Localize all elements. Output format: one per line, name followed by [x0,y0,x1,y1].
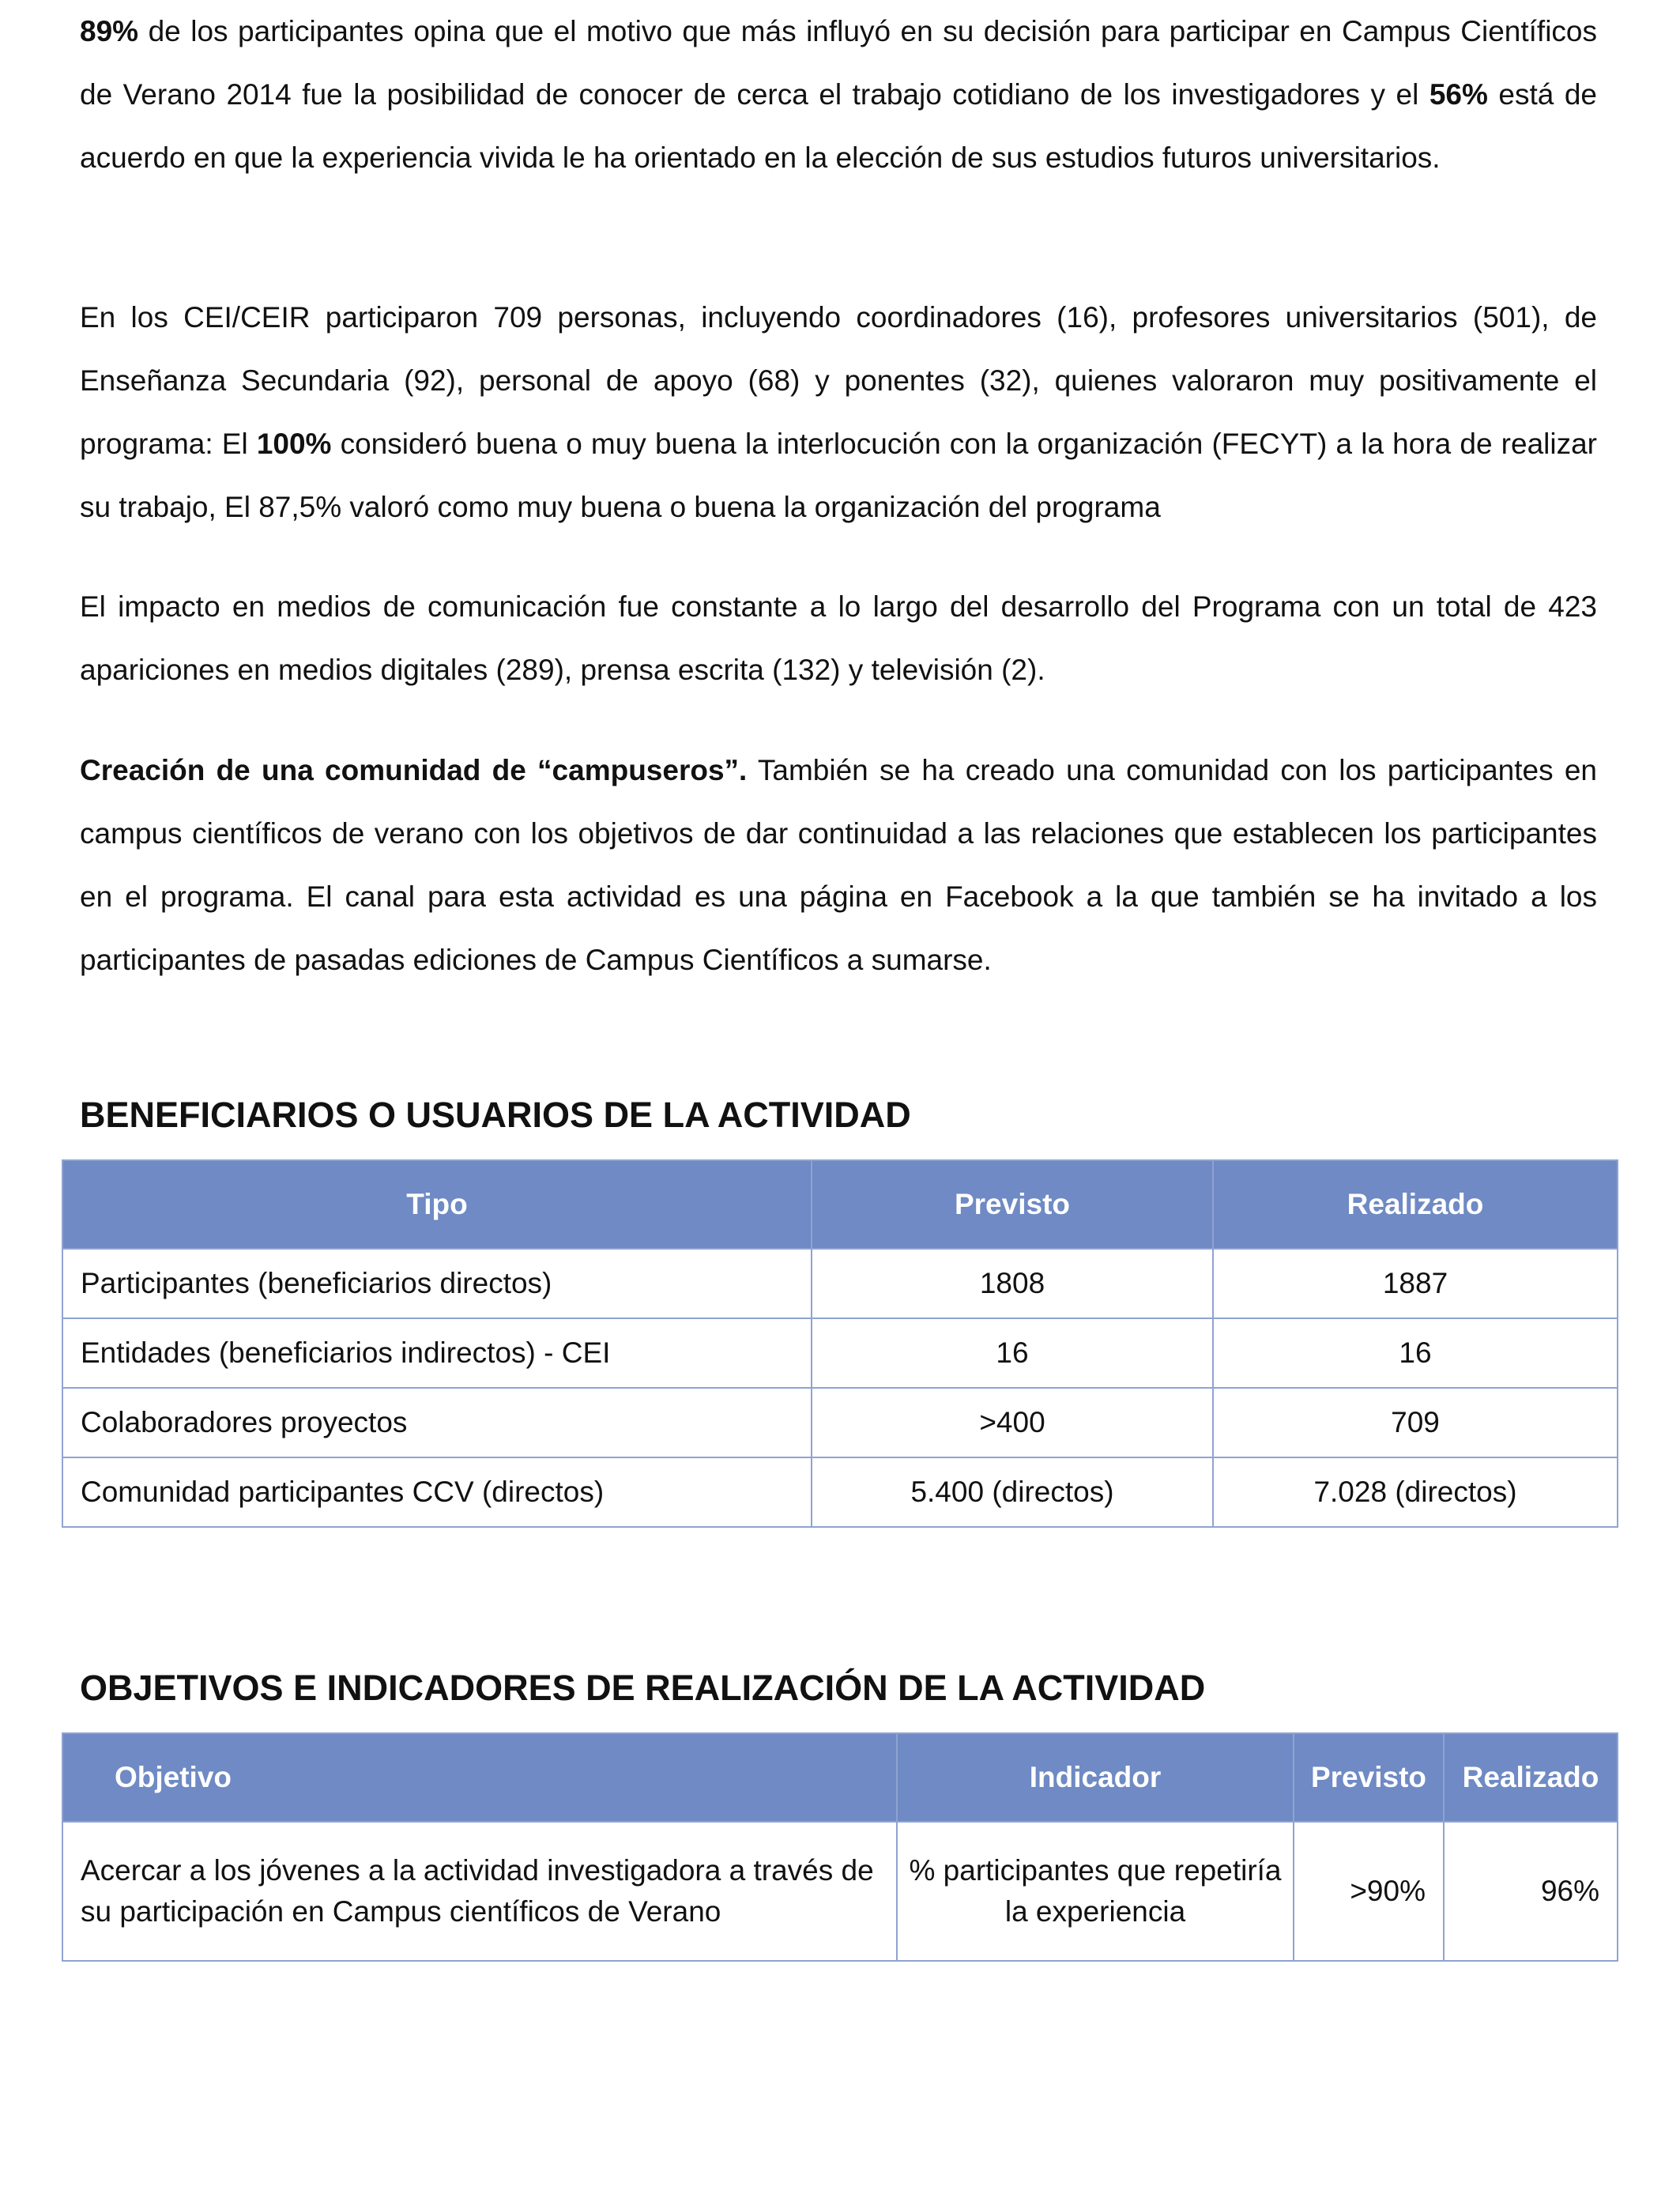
paragraph-survey-results [80,0,1597,190]
cell-previsto: >90% [1294,1822,1444,1961]
cell-realizado: 16 [1213,1318,1618,1388]
cell-tipo: Comunidad participantes CCV (directos) [62,1457,812,1527]
column-header-tipo: Tipo [62,1160,812,1249]
cell-indicador: % participantes que repetiría la experiencia [897,1822,1294,1961]
bold-lead-in: Creación de una comunidad de “campuseros”. [80,754,748,786]
table-row [62,1457,1618,1527]
cell-realizado: 96% [1444,1822,1618,1961]
paragraph-text: En los CEI/CEIR participaron 709 personas, incluyendo coordinadores (16), profesores universitarios (501), de Enseñanza Secundaria (92), personal de apoyo (68) y ponentes (32), quienes valoraron muy positivamente el programa: El [80,301,1597,460]
table-header-row [62,1160,1618,1249]
bold-percentage: 89% [80,15,139,47]
cell-previsto: 16 [812,1318,1213,1388]
paragraph-cei-participants [80,286,1597,539]
column-header-previsto: Previsto [812,1160,1213,1249]
table-row [62,1388,1618,1457]
objetivos-table [62,1732,1618,1962]
paragraph-text: El impacto en medios de comunicación fue constante a lo largo del desarrollo del Programa con un total de 423 apariciones en medios digitales (289), prensa escrita (132) y televisión (2). [80,590,1597,686]
column-header-realizado: Realizado [1444,1733,1618,1822]
column-header-indicador: Indicador [897,1733,1294,1822]
cell-tipo: Colaboradores proyectos [62,1388,812,1457]
paragraph-media-impact [80,575,1597,702]
column-header-realizado: Realizado [1213,1160,1618,1249]
column-header-objetivo: Objetivo [62,1733,897,1822]
beneficiarios-table [62,1159,1618,1528]
column-header-previsto: Previsto [1294,1733,1444,1822]
cell-previsto: 1808 [812,1249,1213,1318]
paragraph-text: También se ha creado una comunidad con los participantes en campus científicos de verano con los objetivos de dar continuidad a las relaciones que establecen los participantes en el programa. El canal para esta actividad es una página en Facebook a la que también se ha invitado a los participantes de pasadas ediciones de Campus Científicos a sumarse. [80,754,1597,976]
cell-tipo: Participantes (beneficiarios directos) [62,1249,812,1318]
cell-previsto: 5.400 (directos) [812,1457,1213,1527]
table-row [62,1822,1618,1961]
table-row [62,1318,1618,1388]
cell-realizado: 709 [1213,1388,1618,1457]
bold-percentage: 56% [1429,78,1488,111]
cell-realizado: 7.028 (directos) [1213,1457,1618,1527]
paragraph-text: de los participantes opina que el motivo que más influyó en su decisión para participar en Campus Científicos de Verano 2014 fue la posibilidad de conocer de cerca el trabajo cotidiano de los investigadores y el [80,15,1597,111]
cell-objetivo: Acercar a los jóvenes a la actividad investigadora a través de su participación en Campus científicos de Verano [62,1822,897,1961]
bold-percentage: 100% [256,428,332,460]
cell-previsto: >400 [812,1388,1213,1457]
table-row [62,1249,1618,1318]
paragraph-text: consideró buena o muy buena la interlocución con la organización (FECYT) a la hora de realizar su trabajo, El 87,5% valoró como muy buena o buena la organización del programa [80,428,1597,523]
paragraph-text: está de acuerdo en que la experiencia vivida le ha orientado en la elección de sus estudios futuros universitarios. [80,78,1597,174]
paragraph-community [80,739,1597,992]
table-header-row [62,1733,1618,1822]
heading-objetivos: OBJETIVOS E INDICADORES DE REALIZACIÓN DE LA ACTIVIDAD [80,1668,1206,1708]
heading-beneficiarios: BENEFICIARIOS O USUARIOS DE LA ACTIVIDAD [80,1095,911,1135]
cell-realizado: 1887 [1213,1249,1618,1318]
cell-tipo: Entidades (beneficiarios indirectos) - CEI [62,1318,812,1388]
